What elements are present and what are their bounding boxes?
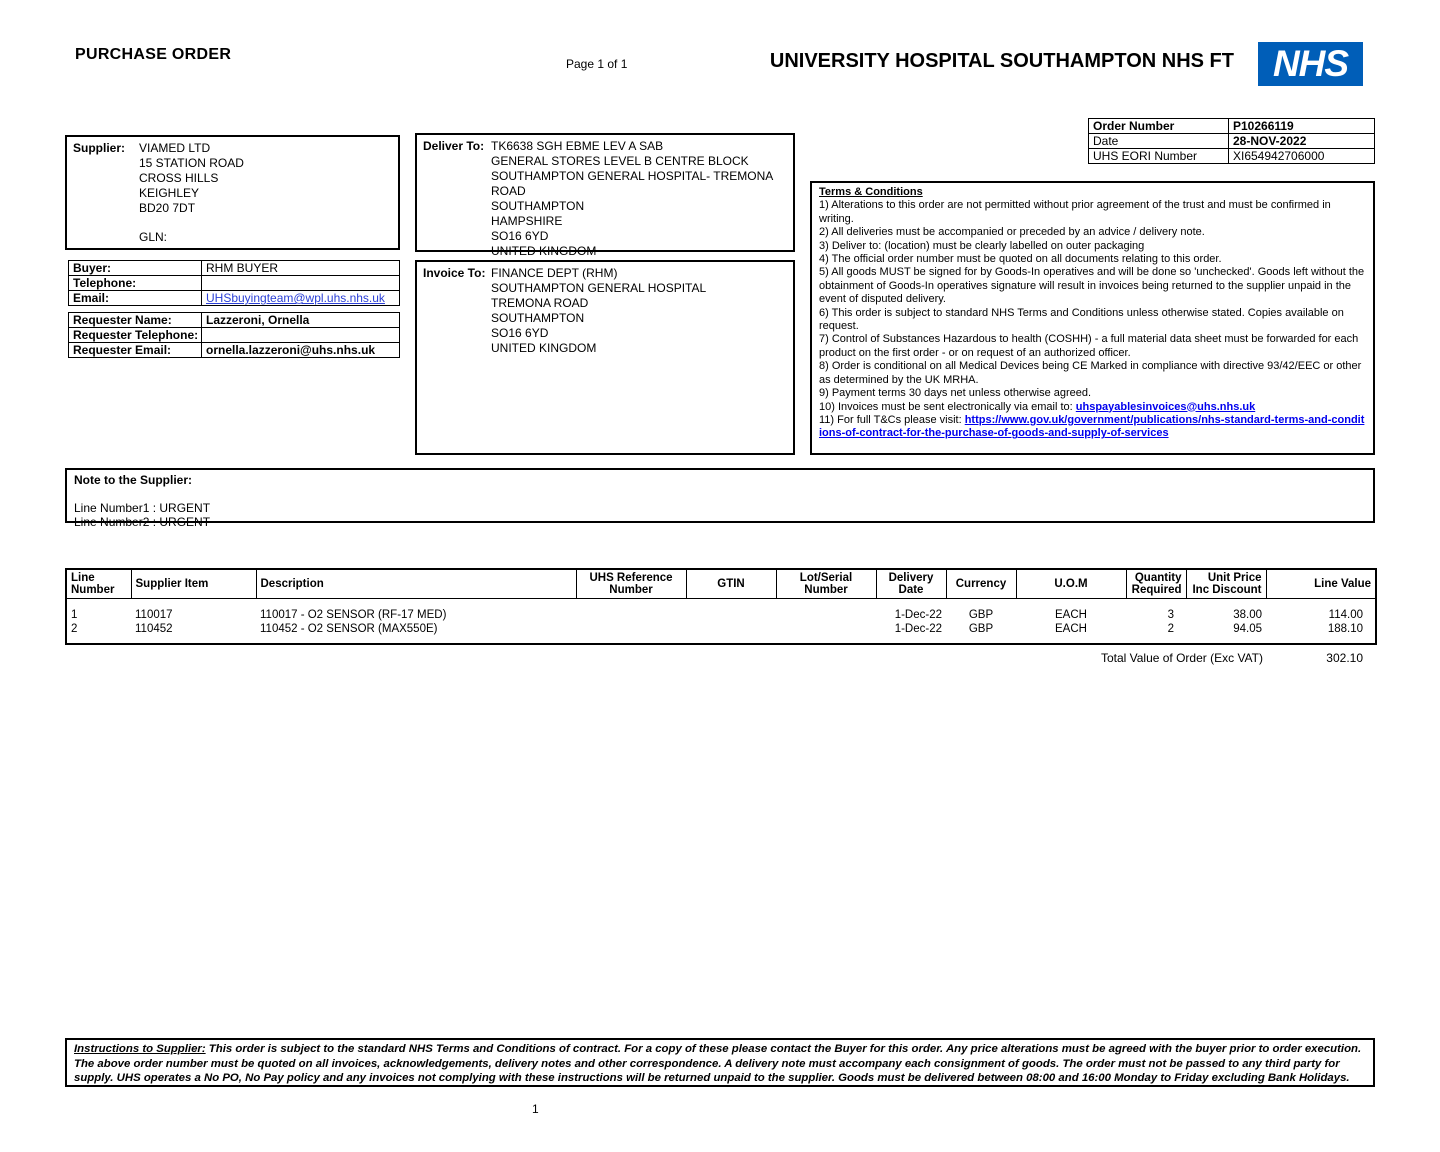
deliver-to-box — [415, 133, 795, 258]
footer-page-number: 1 — [532, 1102, 539, 1116]
order-date-label: Date — [1089, 134, 1229, 149]
supplier-address-line: KEIGHLEY — [139, 186, 200, 200]
terms-item-invoices — [819, 401, 1366, 414]
deliver-to-address — [491, 139, 787, 258]
item-row — [66, 599, 1376, 623]
buyer-telephone-label: Telephone: — [69, 276, 202, 291]
order-number-label: Order Number — [1089, 119, 1229, 134]
table-row — [1089, 134, 1375, 149]
payables-email-link[interactable]: uhspayablesinvoices@uhs.nhs.uk — [1075, 400, 1256, 413]
note-to-supplier-lines — [74, 501, 1366, 529]
item-description: 110017 - O2 SENSOR (RF-17 MED) — [260, 609, 447, 621]
nhs-logo — [1258, 42, 1363, 86]
item-line-value: 114.00 — [1328, 609, 1363, 621]
deliver-to-line: TK6638 SGH EBME LEV A SAB — [491, 139, 664, 153]
table-row — [69, 328, 400, 343]
item-description: 110452 - O2 SENSOR (MAX550E) — [260, 623, 438, 635]
item-supplier-item: 110017 — [135, 609, 173, 621]
item-uhs-reference — [576, 599, 686, 623]
eori-number-label: UHS EORI Number — [1089, 149, 1229, 164]
gov-uk-terms-link[interactable]: https://www.gov.uk/government/publications/nhs-standard-terms-and-conditions-of-contract-for-the-purchase-of-goods-and-supply-of-services — [819, 413, 1365, 440]
invoice-to-line: SOUTHAMPTON — [491, 311, 585, 325]
invoice-to-label: Invoice To: — [423, 266, 486, 280]
deliver-to-line: SOUTHAMPTON GENERAL HOSPITAL- TREMONA ROAD — [491, 169, 773, 198]
deliver-to-line: SO16 6YD — [491, 229, 549, 243]
buyer-telephone-value — [202, 276, 400, 291]
item-line-number: 1 — [71, 609, 78, 621]
item-row — [66, 622, 1376, 636]
terms-item-tandcs — [819, 414, 1366, 441]
invoice-to-line: SOUTHAMPTON GENERAL HOSPITAL — [491, 281, 707, 295]
table-row — [69, 276, 400, 291]
item-line-number: 2 — [71, 623, 78, 635]
terms-item: 8) Order is conditional on all Medical Devices being CE Marked in compliance with directive 93/42/EEC or other as determined by the UK MRHA. — [819, 360, 1362, 386]
table-row — [1089, 119, 1375, 134]
deliver-to-line: UNITED KINGDOM — [491, 244, 597, 258]
item-lot-serial — [776, 622, 876, 636]
deliver-to-label: Deliver To: — [423, 139, 485, 153]
col-header-line-value: Line Value — [1266, 569, 1376, 599]
buyer-email-label: Email: — [69, 291, 202, 306]
requester-name-label: Requester Name: — [69, 313, 202, 328]
buyer-email-link[interactable]: UHSbuyingteam@wpl.uhs.nhs.uk — [206, 291, 385, 305]
invoice-to-line: UNITED KINGDOM — [491, 341, 597, 355]
col-header-line-number: Line Number — [66, 569, 131, 599]
order-items-table — [65, 568, 1377, 645]
item-delivery-date: 1-Dec-22 — [894, 623, 942, 635]
deliver-to-line: GENERAL STORES LEVEL B CENTRE BLOCK — [491, 154, 749, 168]
order-date-value: 28-NOV-2022 — [1229, 134, 1375, 149]
buyer-table — [68, 260, 400, 306]
note-line: Line Number1 : URGENT — [74, 501, 211, 515]
item-supplier-item: 110452 — [135, 623, 173, 635]
item-currency: GBP — [968, 609, 994, 621]
supplier-address-line: CROSS HILLS — [139, 171, 219, 185]
item-uhs-reference — [576, 622, 686, 636]
col-header-uhs-reference: UHS Reference Number — [576, 569, 686, 599]
eori-number-value: XI654942706000 — [1229, 149, 1375, 164]
requester-telephone-value — [202, 328, 400, 343]
item-quantity: 2 — [1167, 623, 1174, 635]
col-header-currency: Currency — [946, 569, 1016, 599]
supplier-label: Supplier: — [73, 141, 126, 155]
nhs-logo-text: NHS — [1272, 43, 1349, 84]
note-to-supplier-heading: Note to the Supplier: — [74, 473, 192, 487]
deliver-to-line: SOUTHAMPTON — [491, 199, 585, 213]
col-header-delivery-date: Delivery Date — [876, 569, 946, 599]
terms-item-invoices-text: 10) Invoices must be sent electronically via email to: — [819, 400, 1076, 413]
terms-item: 4) The official order number must be quoted on all documents relating to this order. — [819, 253, 1222, 266]
terms-item: 5) All goods MUST be signed for by Goods-In operatives and will be done so 'unchecked'. Goods left without the obtainment of Goods-In operatives signature will result in invoices being returned to the supplier unpaid in the event of disputed delivery. — [819, 266, 1365, 306]
table-row — [69, 343, 400, 358]
item-unit-price: 94.05 — [1233, 623, 1262, 635]
invoice-to-line: SO16 6YD — [491, 326, 549, 340]
terms-item: 2) All deliveries must be accompanied or preceded by an advice / delivery note. — [819, 226, 1205, 239]
supplier-name: VIAMED LTD — [139, 141, 211, 155]
order-number-value: P10266119 — [1229, 119, 1375, 134]
col-header-supplier-item: Supplier Item — [131, 569, 256, 599]
order-total-label: Total Value of Order (Exc VAT) — [1100, 651, 1263, 665]
item-gtin — [686, 622, 776, 636]
terms-and-conditions-box — [810, 181, 1375, 455]
item-uom: EACH — [1055, 623, 1087, 635]
requester-email-value: ornella.lazzeroni@uhs.nhs.uk — [202, 343, 400, 358]
table-row — [69, 313, 400, 328]
requester-telephone-label: Requester Telephone: — [69, 328, 202, 343]
terms-item: 1) Alterations to this order are not permitted without prior agreement of the trust and must be confirmed in writing. — [819, 199, 1331, 225]
item-delivery-date: 1-Dec-22 — [894, 609, 942, 621]
order-total-row — [65, 651, 1375, 665]
terms-item: 6) This order is subject to standard NHS Terms and Conditions unless otherwise stated. Copies available on request. — [819, 306, 1344, 333]
table-row — [69, 291, 400, 306]
item-line-value: 188.10 — [1327, 623, 1363, 635]
col-header-gtin: GTIN — [686, 569, 776, 599]
invoice-to-address — [491, 266, 706, 449]
item-uom: EACH — [1055, 609, 1087, 621]
instructions-heading: Instructions to Supplier: — [74, 1043, 206, 1055]
document-title: PURCHASE ORDER — [75, 46, 232, 63]
items-table-header-row — [66, 569, 1376, 599]
item-gtin — [686, 599, 776, 623]
buyer-label: Buyer: — [69, 261, 202, 276]
requester-email-label: Requester Email: — [69, 343, 202, 358]
invoice-to-box — [415, 260, 795, 455]
col-header-unit-price: Unit Price Inc Discount — [1186, 569, 1266, 599]
terms-heading: Terms & Conditions — [819, 186, 923, 198]
buyer-value: RHM BUYER — [202, 261, 400, 276]
supplier-box — [65, 135, 400, 250]
terms-item: 9) Payment terms 30 days net unless otherwise agreed. — [819, 387, 1092, 400]
col-header-lot-serial: Lot/Serial Number — [776, 569, 876, 599]
item-quantity: 3 — [1167, 609, 1174, 621]
note-line: Line Number2 : URGENT — [74, 515, 211, 529]
page-info: Page 1 of 1 — [566, 57, 628, 71]
supplier-address-line: BD20 7DT — [139, 201, 196, 215]
requester-table — [68, 312, 400, 358]
instructions-text: This order is subject to the standard NHS Terms and Conditions of contract. For a copy of these please contact the Buyer for this order. Any price alterations must be agreed with the buyer prior to order execution. The above order number must be quoted on all invoices, acknowledgements, delivery notes and other correspondence. A delivery note must accompany each consignment of goods. The order must not be passed to any third party for supply. UHS operates a No PO, No Pay policy and any invoices not complying with these instructions will be returned unpaid to the supplier. Goods must be delivered between 08:00 and 16:00 Monday to Friday excluding Bank Holidays. — [74, 1043, 1362, 1085]
supplier-address-line: 15 STATION ROAD — [139, 156, 244, 170]
supplier-gln-label: GLN: — [139, 230, 168, 244]
terms-item: 3) Deliver to: (location) must be clearly labelled on outer packaging — [819, 239, 1145, 252]
item-unit-price: 38.00 — [1233, 609, 1262, 621]
note-to-supplier-box — [65, 468, 1375, 529]
col-header-description: Description — [256, 569, 576, 599]
order-total-value: 302.10 — [1326, 651, 1363, 665]
order-info-table — [1088, 118, 1375, 164]
col-header-quantity: Quantity Required — [1126, 569, 1186, 599]
item-lot-serial — [776, 599, 876, 623]
terms-item-tandcs-text: 11) For full T&Cs please visit: — [819, 413, 965, 426]
organisation-name: UNIVERSITY HOSPITAL SOUTHAMPTON NHS FT — [769, 50, 1234, 72]
requester-name-value: Lazzeroni, Ornella — [202, 313, 400, 328]
terms-item: 7) Control of Substances Hazardous to health (COSHH) - a full material data sheet must be forwarded for each product on the first order - or on request of an authorized officer. — [819, 333, 1359, 359]
invoice-to-line: TREMONA ROAD — [491, 296, 589, 310]
col-header-uom: U.O.M — [1016, 569, 1126, 599]
item-currency: GBP — [968, 623, 994, 635]
deliver-to-line: HAMPSHIRE — [491, 214, 563, 228]
instructions-to-supplier-box — [65, 1038, 1375, 1087]
table-row — [69, 261, 400, 276]
table-row — [1089, 149, 1375, 164]
invoice-to-line: FINANCE DEPT (RHM) — [491, 266, 618, 280]
supplier-address — [139, 141, 244, 244]
